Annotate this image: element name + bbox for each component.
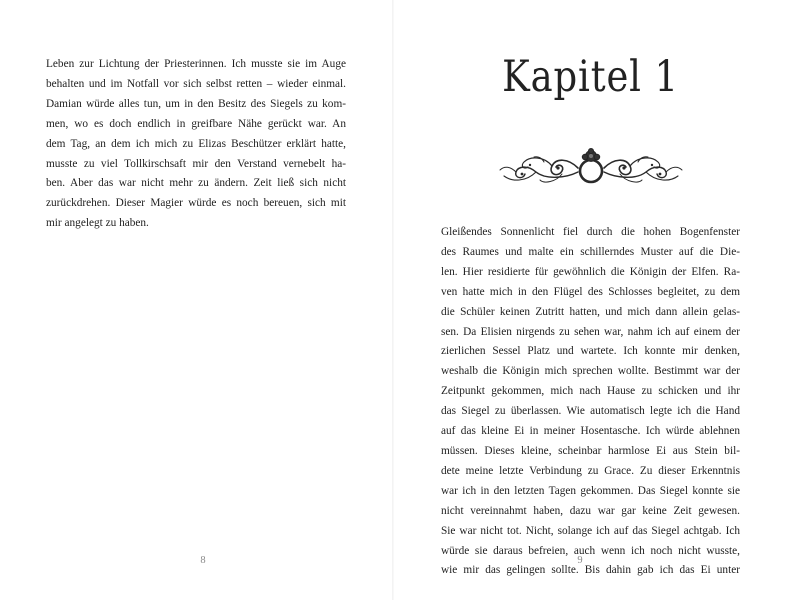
right-body-line: weshalb die Königin mich sprechen wollte. Bestimmt war der xyxy=(441,365,740,378)
right-body-line: Gleißendes Sonnenlicht fiel durch die hohen Bogenfenster xyxy=(441,226,740,238)
right-page xyxy=(393,0,786,600)
right-body-line: auf das kleine Ei in meiner Hosentasche. Ich würde ablehnen xyxy=(441,425,740,438)
ring-flourish-ornament-icon xyxy=(496,144,686,188)
right-body-line: wie mir das gelingen sollte. Bis dahin gab ich das Ei unter xyxy=(441,564,740,577)
right-page-number: 9 xyxy=(577,555,583,566)
left-body-text xyxy=(46,55,346,234)
right-body-line: Sie war nicht tot. Nicht, solange ich auf das Siegel achtgab. Ich xyxy=(441,524,740,537)
left-body-line: musste zu viel Tollkirschsaft mir den Verstand vernebelt ha- xyxy=(46,157,346,170)
left-body-line: dem Tag, an dem ich mich zu Elizas Beschützer erklärt hatte, xyxy=(46,137,346,150)
right-body-line: sen. Da Elisien nirgends zu sehen war, nahm ich auf einem der xyxy=(441,325,740,338)
left-body-line: Damian würde alles tun, um in den Besitz des Siegels zu kom- xyxy=(46,97,346,110)
right-body-text xyxy=(441,223,740,581)
left-body-line: Leben zur Lichtung der Priesterinnen. Ich musste sie im Auge xyxy=(46,58,346,70)
right-body-line: das Siegel zu überlassen. Wie automatisch legte ich die Hand xyxy=(441,405,740,418)
chapter-title: Kapitel 1 xyxy=(502,52,679,102)
left-body-line: zurückdrehen. Dieser Magier würde es noch bereuen, sich mit xyxy=(46,197,346,210)
right-body-line: ven hatte mich in den Flügel des Schlosses begleitet, zu dem xyxy=(441,285,740,298)
right-body-line: des Raumes und malte ein schillerndes Muster auf die Die- xyxy=(441,245,740,258)
right-body-line: würde sie daraus befreien, auch wenn ich noch nicht wusste, xyxy=(441,544,740,557)
left-body-line: behalten und im Notfall vor sich selbst retten – wieder einmal. xyxy=(46,77,346,90)
left-body-line: mir angelegt zu haben. xyxy=(46,217,149,230)
left-page-number: 8 xyxy=(200,555,206,566)
right-body-line: die Schüler keinen Zutritt hatten, und mich dann allein gelas- xyxy=(441,305,740,318)
right-body-line: Zeitpunkt gekommen, mich nach Hause zu schicken und ihr xyxy=(441,385,740,398)
left-body-line: men, wo es doch endlich in greifbare Nähe gerückt war. An xyxy=(46,117,346,130)
right-body-line: zierlichen Sessel Platz und wartete. Ich konnte mir denken, xyxy=(441,345,740,358)
left-body-line: ben. Aber das war nicht mehr zu ändern. Zeit ließ sich nicht xyxy=(46,177,346,190)
right-body-line: len. Hier residierte für gewöhnlich die Königin der Elfen. Ra- xyxy=(441,265,740,278)
right-body-line: war ich in den letzten Tagen gekommen. Das Siegel konnte sie xyxy=(441,484,740,497)
right-body-line: dete meine letzte Verbindung zu Grace. Zu dieser Erkenntnis xyxy=(441,464,740,477)
right-body-line: müssen. Dieses kleine, scheinbar harmlose Ei aus Stein bil- xyxy=(441,444,740,457)
right-body-line: nicht vereinnahmt haben, dazu war gar keine Zeit gewesen. xyxy=(441,504,740,517)
